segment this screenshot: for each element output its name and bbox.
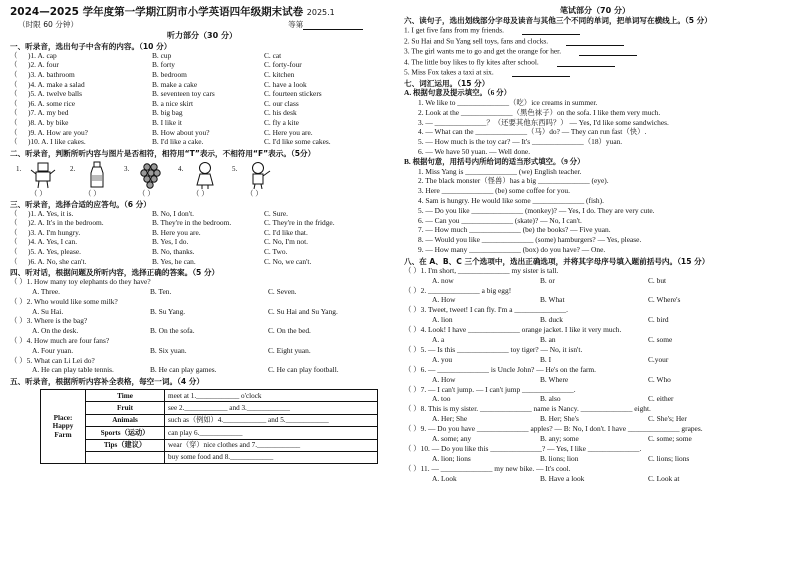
fill-blank-item[interactable]: 6. — Can you ______________ (skate)? — No, I can't. (418, 215, 582, 225)
answer-paren[interactable]: （ (10, 50, 18, 60)
answer-blank[interactable] (579, 47, 637, 56)
right-column (404, 6, 786, 485)
answer-paren[interactable]: （ (10, 89, 18, 99)
option-a[interactable]: A. Su Hai. (32, 306, 64, 316)
question-text: （ ）3. Where is the bag? (10, 316, 88, 326)
option-b[interactable]: B. also (540, 394, 561, 404)
option-b[interactable]: B. He can play games. (150, 365, 217, 375)
answer-paren[interactable]: （ (10, 137, 18, 147)
table-row (41, 452, 378, 464)
mc-question: （ ）5. — Is this ______________ toy tiger? — No, it isn't. (404, 344, 583, 354)
option-b[interactable]: B. Her; She's (540, 414, 579, 424)
exam-title: 2024—2025 学年度第一学期江阴市小学英语四年级期末试卷 2025.1 (10, 6, 335, 18)
option-b[interactable]: B. Where (540, 374, 569, 384)
fill-blank-item[interactable]: 4. — What can the ______________（马）do? — They can run fast（快）. (418, 127, 647, 137)
section-4-items (10, 278, 394, 376)
answer-paren[interactable]: （ (10, 108, 18, 118)
section-6-title: 六、读句子，选出划线部分字母及读音与其他三个不同的单词，把单词写在横线上。（5 分） (404, 16, 712, 26)
section-1-rows (10, 52, 394, 148)
sentence-text: 2. Su Hai and Su Yang sell toys, fans and clocks. (404, 36, 549, 46)
grade-field: 等第 (288, 21, 363, 30)
option-text: C. I'd like that. (264, 227, 308, 237)
option-text: )6. A. No, she can't. (28, 256, 87, 266)
option-text: C. our class (264, 98, 299, 108)
left-column (10, 6, 394, 464)
part-a-title: A. 根据句意及提示填空。（6 分） (404, 88, 511, 98)
option-a[interactable]: A. How (432, 374, 456, 384)
section-2-pictures (10, 159, 394, 199)
table-row (41, 427, 378, 439)
question-row (10, 258, 394, 268)
section-1-title: 一、听录音，选出句子中含有的内容。（10 分） (10, 41, 172, 51)
place-cell (41, 390, 86, 464)
option-a[interactable]: A. a (432, 334, 445, 344)
option-text: B. make a cake (152, 79, 198, 89)
option-c[interactable]: C. Eight yuan. (268, 345, 311, 355)
option-text: B. I like it (152, 117, 182, 127)
option-text: B. Yes, he can. (152, 256, 196, 266)
option-text: C. forty-four (264, 60, 302, 70)
sentence-item (404, 68, 786, 78)
fill-blank-item[interactable]: 3. Here ______________ (be) some coffee for you. (418, 186, 570, 196)
section-2-title: 二、听录音，判断所听内容与图片是否相符，相符用“T”表示，不相符用“F”表示。（5分） (10, 148, 316, 158)
option-text: C. They're in the fridge. (264, 218, 335, 228)
listening-heading: 听力部分（30 分） (167, 31, 237, 41)
fill-blank-item[interactable]: 1. We like to ______________（吃）ice creams in summer. (418, 98, 598, 108)
question-row (10, 138, 394, 148)
question-text: （ ）4. How much are four fans? (10, 335, 110, 345)
section-3-title: 三、听录音，选择合适的应答句。（6 分） (10, 199, 151, 209)
section-8-items (404, 267, 786, 485)
option-text: C. cat (264, 50, 282, 60)
option-b[interactable]: B. I (540, 354, 552, 364)
option-a[interactable]: A. too (432, 394, 451, 404)
option-text: B. They're in the bedroom. (152, 218, 232, 228)
option-c[interactable]: C. some; some (648, 433, 692, 443)
grade-blank[interactable] (303, 21, 363, 30)
farm-table (40, 389, 378, 464)
option-text: )3. A. I'm hungry. (28, 227, 81, 237)
option-a[interactable]: A. now (432, 275, 454, 285)
option-text: C. No, we can't. (264, 256, 312, 266)
option-b[interactable]: B. On the sofa. (150, 326, 195, 336)
option-text: )8. A. by bike (28, 117, 69, 127)
mc-question: （ ）8. This is my sister. ______________ name is Nancy. ______________ eight. (404, 404, 651, 414)
option-c[interactable]: C.your (648, 354, 669, 364)
option-b[interactable]: B. What (540, 295, 565, 305)
mc-question: （ ）3. Tweet, tweet! I can fly. I'm a ______________. (404, 305, 568, 315)
mc-question: （ ）10. — Do you like this ______________? — Yes, I like ______________. (404, 443, 642, 453)
option-text: B. Here you are. (152, 227, 201, 237)
picture-4: 4. （ ） (186, 159, 224, 199)
option-c[interactable]: C. Who (648, 374, 671, 384)
option-text: C. have a look (264, 79, 307, 89)
option-text: )10. A. I like cakes. (28, 137, 86, 147)
row-label (86, 452, 165, 464)
option-a[interactable]: A. some; any (432, 433, 472, 443)
fill-blank-item[interactable]: 5. — Do you like ______________ (monkey)? — Yes, I do. They are very cute. (418, 205, 655, 215)
mc-question: （ ）4. Look! I have ______________ orange jacket. I like it very much. (404, 325, 622, 335)
option-a[interactable]: A. lion; lions (432, 453, 471, 463)
option-text: C. fourteen stickers (264, 89, 322, 99)
fill-blank-item[interactable]: 2. Look at the ______________（黑色袜子）on the sofa. I like them very much. (418, 107, 661, 117)
answer-paren[interactable]: （ (10, 218, 18, 228)
row-content[interactable]: wear（穿）nice clothes and 7.____________ (165, 439, 378, 451)
option-text: )5. A. Yes, please. (28, 246, 81, 256)
row-content[interactable]: buy some food and 8.____________ (165, 452, 378, 464)
answer-paren[interactable]: （ (10, 256, 18, 266)
answer-blank[interactable] (566, 37, 624, 46)
fill-blank-item[interactable]: 7. — How much ______________ (be) the books? — Five yuan. (418, 225, 611, 235)
section-8-title: 八、在 A、B、C 三个选项中，选出正确选项，并将其字母序号填入题前括号内。（15 分） (404, 256, 710, 266)
section-5-title: 五、听录音，根据所听内容补全表格，每空一词。（4 分） (10, 377, 204, 387)
option-text: B. seventeen toy cars (152, 89, 215, 99)
question-text: （ ）5. What can Li Lei do? (10, 355, 95, 365)
option-a[interactable]: A. On the desk. (32, 326, 79, 336)
sentence-text: 3. The girl wants me to go and get the orange for her. (404, 46, 562, 56)
option-text: C. fly a kite (264, 117, 299, 127)
answer-blank[interactable] (512, 68, 570, 77)
table-row (41, 439, 378, 451)
answer-paren[interactable]: （ (10, 98, 18, 108)
place-line: Happy (52, 422, 74, 431)
fill-blank-item[interactable]: 4. Sam is hungry. He would like some ______________ (fish). (418, 196, 604, 206)
option-b[interactable]: B. lions; lion (540, 453, 579, 463)
mc-question: （ ）1. I'm short, ______________ my sister is tall. (404, 265, 559, 275)
picture-5: 5. （ ） (240, 159, 278, 199)
picture-3: 3. （ ） (132, 159, 170, 199)
question-text: （ ）1. How many toy elephants do they have? (10, 277, 151, 287)
option-c[interactable]: C. She's; Her (648, 414, 687, 424)
option-c[interactable]: C. but (648, 275, 667, 285)
option-b[interactable]: B. Have a look (540, 473, 585, 483)
mc-options (404, 475, 786, 485)
option-text: B. No, thanks. (152, 246, 195, 256)
mc-question: （ ）7. — I can't jump. — I can't jump ______________. (404, 384, 576, 394)
row-label: Time (86, 390, 165, 402)
mc-question: （ ）6. — ______________ is Uncle John? — He's on the farm. (404, 364, 597, 374)
option-text: B. No, I don't. (152, 208, 194, 218)
option-c[interactable]: C. bird (648, 315, 669, 325)
answer-paren[interactable]: （ (10, 127, 18, 137)
option-c[interactable]: C. Where's (648, 295, 681, 305)
fill-blank-item[interactable]: 1. Miss Yang is ______________ (we) English teacher. (418, 166, 582, 176)
option-text: B. big bag (152, 108, 183, 118)
option-b[interactable]: B. Su Yang. (150, 306, 186, 316)
sentence-text: 1. I get five fans from my friends. (404, 25, 504, 35)
option-text: )2. A. four (28, 60, 59, 70)
option-c[interactable]: C. either (648, 394, 674, 404)
option-b[interactable]: B. an (540, 334, 556, 344)
fill-blank-item[interactable]: 5. — How much is the toy car? — It's ______________（18）yuan. (418, 137, 623, 147)
mc-question: （ ）11. — ______________ my new bike. — It's cool. (404, 463, 571, 473)
option-text: )7. A. my bed (28, 108, 69, 118)
option-a[interactable]: A. How (432, 295, 456, 305)
row-content[interactable]: can play 6.____________ (165, 427, 378, 439)
picture-2: 2. （ ） (78, 159, 116, 199)
option-a[interactable]: A. you (432, 354, 453, 364)
question-row (10, 52, 394, 62)
mc-question: （ ）2. ______________ a big egg! (404, 285, 512, 295)
option-a[interactable]: A. Four yuan. (32, 345, 74, 355)
option-text: C. his desk (264, 108, 297, 118)
answer-paren[interactable]: （ (10, 208, 18, 218)
option-c[interactable]: C. lions; lions (648, 453, 690, 463)
option-a[interactable]: A. Look (432, 473, 457, 483)
boy-icon (246, 161, 272, 189)
option-text: C. No, I'm not. (264, 237, 309, 247)
option-text: B. a nice skirt (152, 98, 194, 108)
part-b-title: B. 根据句意，用括号内所给词的适当形式填空。（9 分） (404, 156, 585, 166)
option-c[interactable]: C. On the bed. (268, 326, 311, 336)
sentence-text: 4. The little boy likes to fly kites after school. (404, 56, 539, 66)
option-c[interactable]: C. Look at (648, 473, 680, 483)
fill-blank-item[interactable]: 3. — ______________？（还要其他东西吗？） — Yes, I'd like some sandwiches. (418, 117, 669, 127)
mc-question: （ ）9. — Do you have ______________ apples? — B: No, I don't. I have ______________ grapes. (404, 424, 703, 434)
option-b[interactable]: B. or (540, 275, 555, 285)
option-c[interactable]: C. Su Hai and Su Yang. (268, 306, 338, 316)
option-b[interactable]: B. any; some (540, 433, 579, 443)
option-text: C. Sure. (264, 208, 289, 218)
option-c[interactable]: C. Seven. (268, 286, 297, 296)
option-text: B. Yes, I do. (152, 237, 189, 247)
table-row (41, 414, 378, 426)
section-7-title: 七、词汇运用。（15 分） (404, 79, 490, 89)
option-text: )2. A. It's in the bedroom. (28, 218, 104, 228)
answer-paren[interactable]: （ (10, 117, 18, 127)
option-text: )3. A. bathroom (28, 69, 75, 79)
option-text: )1. A. cap (28, 50, 57, 60)
answer-options (10, 366, 394, 376)
sentence-text: 5. Miss Fox takes a taxi at six. (404, 67, 494, 77)
exam-date: 2025.1 (306, 8, 335, 17)
fill-blank-item[interactable]: 9. — How many ______________ (box) do you have? — One. (418, 245, 606, 255)
option-text: C. kitchen (264, 69, 295, 79)
answer-paren[interactable]: （ (10, 79, 18, 89)
table-row (41, 402, 378, 414)
option-text: B. I'd like a cake. (152, 137, 204, 147)
row-label: Tips（建议） (86, 439, 165, 451)
exam-subheader (18, 21, 394, 30)
row-content[interactable]: such as（例如）4.____________ and 5.____________ (165, 414, 378, 426)
question-text: （ ）2. Who would like some milk? (10, 296, 118, 306)
option-b[interactable]: B. Six yuan. (150, 345, 187, 355)
grapes-icon (138, 161, 164, 189)
option-text: B. bedroom (152, 69, 187, 79)
answer-paren[interactable]: （ (10, 237, 18, 247)
place-line: Farm (54, 430, 72, 439)
option-text: B. forty (152, 60, 175, 70)
time-limit: （时限 60 分钟） (18, 20, 79, 30)
option-text: C. I'd like some cakes. (264, 137, 331, 147)
row-content[interactable]: meet at 1.____________ o'clock (165, 390, 378, 402)
option-b[interactable]: B. Ten. (150, 286, 172, 296)
table-row (41, 390, 378, 402)
row-label: Sports（运动） (86, 427, 165, 439)
row-label: Fruit (86, 402, 165, 414)
option-text: )4. A. Yes, I can. (28, 237, 78, 247)
written-heading: 笔试部分（70 分） (560, 6, 630, 15)
option-c[interactable]: C. He can play football. (268, 365, 339, 375)
row-label: Animals (86, 414, 165, 426)
answer-blank[interactable] (557, 58, 615, 67)
option-a[interactable]: A. Her; She (432, 414, 468, 424)
option-text: )4. A. make a salad (28, 79, 85, 89)
option-a[interactable]: A. He can play table tennis. (32, 365, 114, 375)
option-a[interactable]: A. Three. (32, 286, 60, 296)
section-4-title: 四、听对话，根据问题及所听内容，选择正确的答案。（5 分） (10, 268, 220, 278)
fill-blank-item[interactable]: 2. The black monster（怪兽）has a big ______________ (eye). (418, 176, 609, 186)
option-text: )9. A. How are you? (28, 127, 88, 137)
option-text: )6. A. some rice (28, 98, 75, 108)
place-line: Place: (53, 413, 73, 422)
section-6-items (404, 26, 786, 78)
row-content[interactable]: see 2.____________ and 3.____________ (165, 402, 378, 414)
option-text: B. How about you? (152, 127, 210, 137)
answer-paren[interactable]: （ (10, 60, 18, 70)
answer-paren[interactable]: （ (10, 69, 18, 79)
option-text: B. cup (152, 50, 172, 60)
option-b[interactable]: B. duck (540, 315, 563, 325)
option-c[interactable]: C. some (648, 334, 673, 344)
girl-icon (192, 161, 218, 189)
option-text: )5. A. twelve balls (28, 89, 82, 99)
fill-blank-item[interactable]: 8. — Would you like ______________ (some) hamburgers? — Yes, please. (418, 235, 642, 245)
option-text: )1. A. Yes, it is. (28, 208, 74, 218)
bottle-icon (84, 161, 110, 189)
section-3-rows (10, 210, 394, 268)
option-text: C. Here you are. (264, 127, 313, 137)
answer-blank[interactable] (522, 26, 580, 35)
option-a[interactable]: A. lion (432, 315, 453, 325)
answer-paren[interactable]: （ (10, 246, 18, 256)
fill-blank-item[interactable]: 6. — We have 50 yuan. — Well done. (418, 147, 531, 157)
section-7b-items (404, 168, 786, 256)
answer-paren[interactable]: （ (10, 227, 18, 237)
option-text: C. Two. (264, 246, 288, 256)
robot-icon (30, 161, 56, 189)
section-7a-items (404, 99, 786, 158)
picture-1: 1. （ ） (24, 159, 62, 199)
